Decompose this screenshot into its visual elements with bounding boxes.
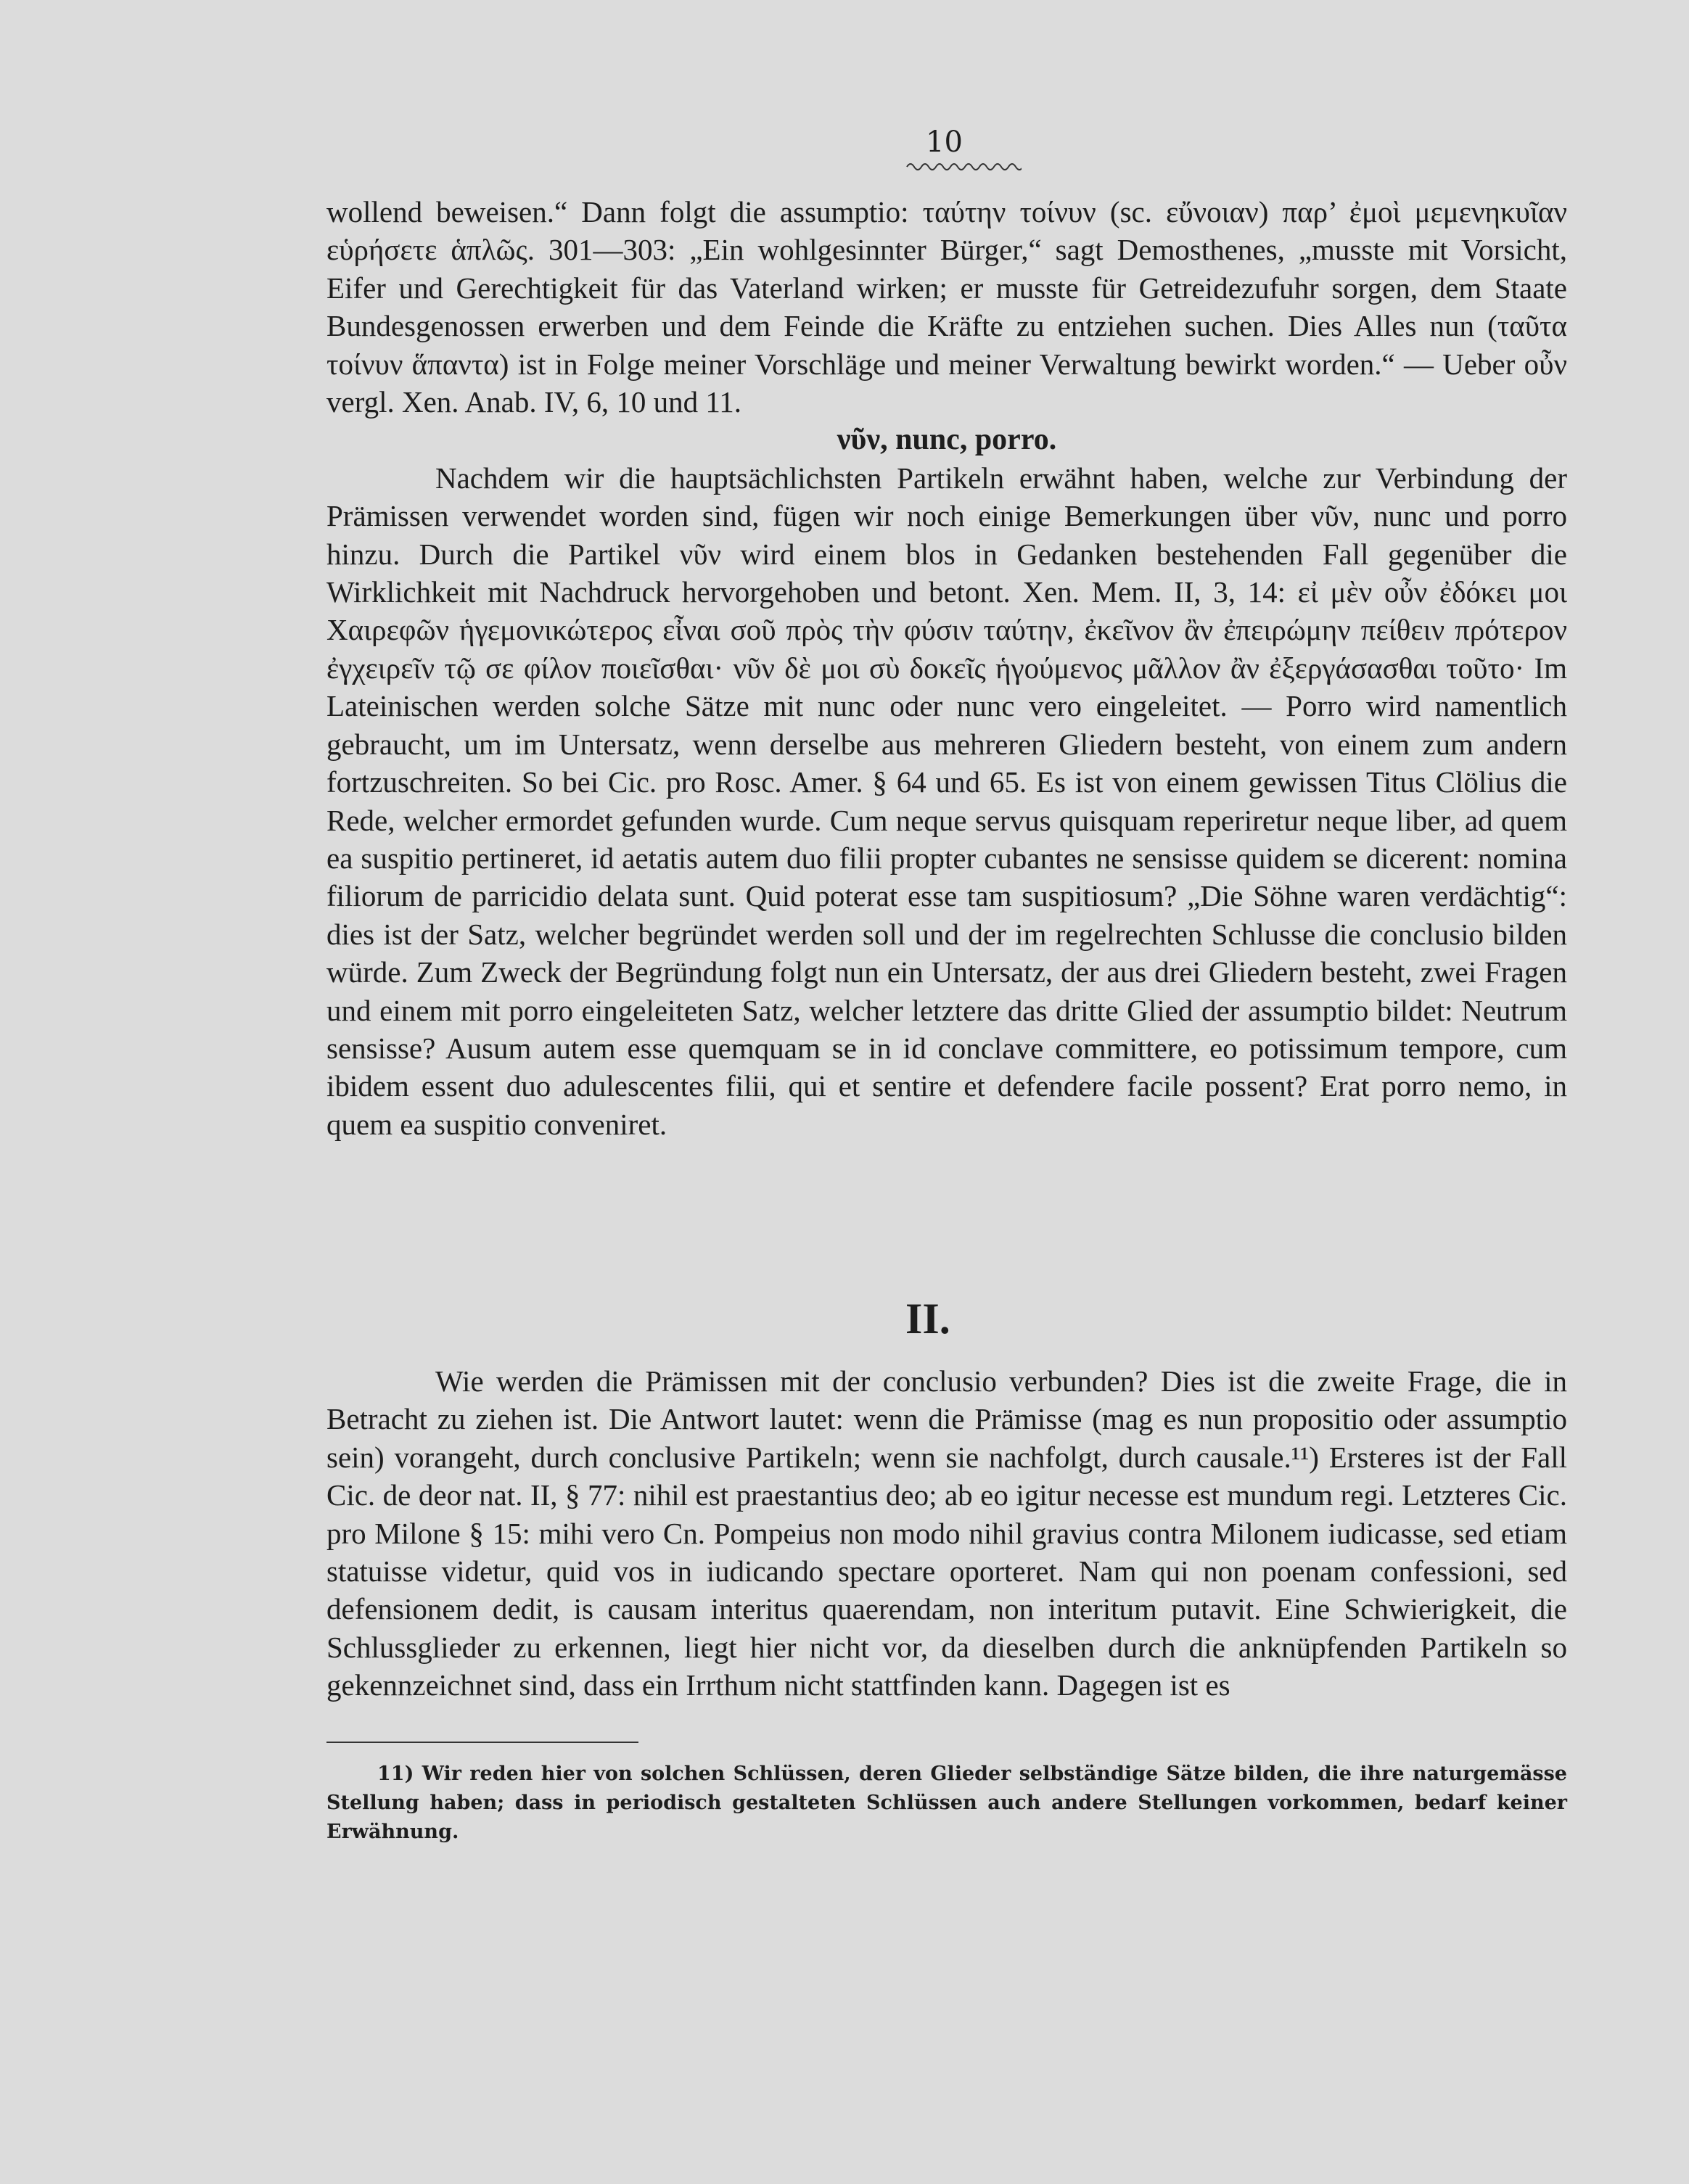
page-number: 10 [926, 125, 963, 159]
section-heading: II. [905, 1295, 950, 1343]
footnote-text: 11) Wir reden hier von solchen Schlüssen, deren Glieder selbständige Sätze bilden, die ihre naturgemässe Stellung haben; dass in periodisch gestalteten Schlüssen auch andere Stellungen vorkommen, bedarf keiner Erwähnung. [326, 1763, 1567, 1843]
footnote-divider [326, 1742, 638, 1743]
subheading-nun: νῦν, nunc, porro. [837, 423, 1057, 457]
ornament-rule [905, 158, 1022, 174]
paragraph-2: Nachdem wir die hauptsächlichsten Partikeln erwähnt haben, welche zur Verbindung der Prämissen verwendet worden sind, fügen wir noch einige Bemerkungen über νῦν, nunc und porro hinzu. Durch die Partikel νῦν wird einem blos in Gedanken bestehenden Fall gegenüber die Wirklichkeit mit Nachdruck hervorgehoben und betont. Xen. Mem. II, 3, 14: εἰ μὲν οὖν ἐδόκει μοι Χαιρεφῶν ἡγεμονικώτερος εἶναι σοῦ πρὸς τὴν φύσιν ταύτην, ἐκεῖνον ἂν ἐπειρώμην πείθειν πρότερον ἐγχειρεῖν τῷ σε φίλον ποιεῖσθαι· νῦν δὲ μοι σὺ δοκεῖς ἡγούμενος μᾶλλον ἂν ἐξεργάσασθαι τοῦτο· Im Lateinischen werden solche Sätze mit nunc oder nunc vero eingeleitet. — Porro wird namentlich gebraucht, um im Untersatz, wenn derselbe aus mehreren Gliedern besteht, von einem zum andern fortzuschreiten. So bei Cic. pro Rosc. Amer. § 64 und 65. Es ist von einem gewissen Titus Clölius die Rede, welcher ermordet gefunden wurde. Cum neque servus quisquam reperiretur neque liber, ad quem ea suspitio pertineret, id aetatis autem duo filii propter cubantes ne sensisse quidem se dicerent: nomina filiorum de parricidio delata sunt. Quid poterat esse tam suspitiosum? „Die Söhne waren verdächtig“: dies ist der Satz, welcher begründet werden soll und der im regelrechten Schlusse die conclusio bilden würde. Zum Zweck der Begründung folgt nun ein Untersatz, der aus drei Gliedern besteht, zwei Fragen und einem mit porro eingeleiteten Satz, welcher letztere das dritte Glied der assumptio bildet: Neutrum sensisse? Ausum autem esse quemquam se in id conclave committere, eo potissimum tempore, cum ibidem essent duo adulescentes filii, qui et sentire et defendere facile possent? Erat porro nemo, in quem ea suspitio conveniret. [326, 461, 1567, 1141]
paragraph-3: Wie werden die Prämissen mit der conclusio verbunden? Dies ist die zweite Frage, die in Betracht zu ziehen ist. Die Antwort lautet: wenn die Prämisse (mag es nun propositio oder assumptio sein) vorangeht, durch conclusive Partikeln; wenn sie nachfolgt, durch causale.¹¹) Ersteres ist der Fall Cic. de deor nat. II, § 77: nihil est praestantius deo; ab eo igitur necesse est mundum regi. Letzteres Cic. pro Milone § 15: mihi vero Cn. Pompeius non modo nihil gravius contra Milonem iudicasse, sed etiam statuisse videtur, quid vos in iudicando spectare oporteret. Nam qui non poenam confessioni, sed defensionem dedit, is causam interitus quaerendam, non interitum putavit. Eine Schwierigkeit, die Schlussglieder zu erkennen, liegt hier nicht vor, da dieselben durch die anknüpfenden Partikeln so gekennzeichnet sind, dass ein Irrthum nicht stattfinden kann. Dagegen ist es [326, 1364, 1567, 1702]
footnote [326, 1760, 1567, 1847]
section-two-text [326, 1362, 1567, 1705]
paragraph-1: wollend beweisen.“ Dann folgt die assumptio: ταύτην τοίνυν (sc. εὔνοιαν) παρ’ ἐμοὶ μεμενηκυῖαν εὑρήσετε ἁπλῶς. 301—303: „Ein wohlgesinnter Bürger,“ sagt Demosthenes, „musste mit Vorsicht, Eifer und Gerechtigkeit für das Vaterland wirken; er musste für Getreidezufuhr sorgen, dem Staate Bundesgenossen erwerben und dem Feinde die Kräfte zu entziehen suchen. Dies Alles nun (ταῦτα τοίνυν ἅπαντα) ist in Folge meiner Vorschläge und meiner Verwaltung bewirkt worden.“ — Ueber οὖν vergl. Xen. Anab. IV, 6, 10 und 11. [326, 195, 1567, 419]
main-text [326, 193, 1567, 1143]
